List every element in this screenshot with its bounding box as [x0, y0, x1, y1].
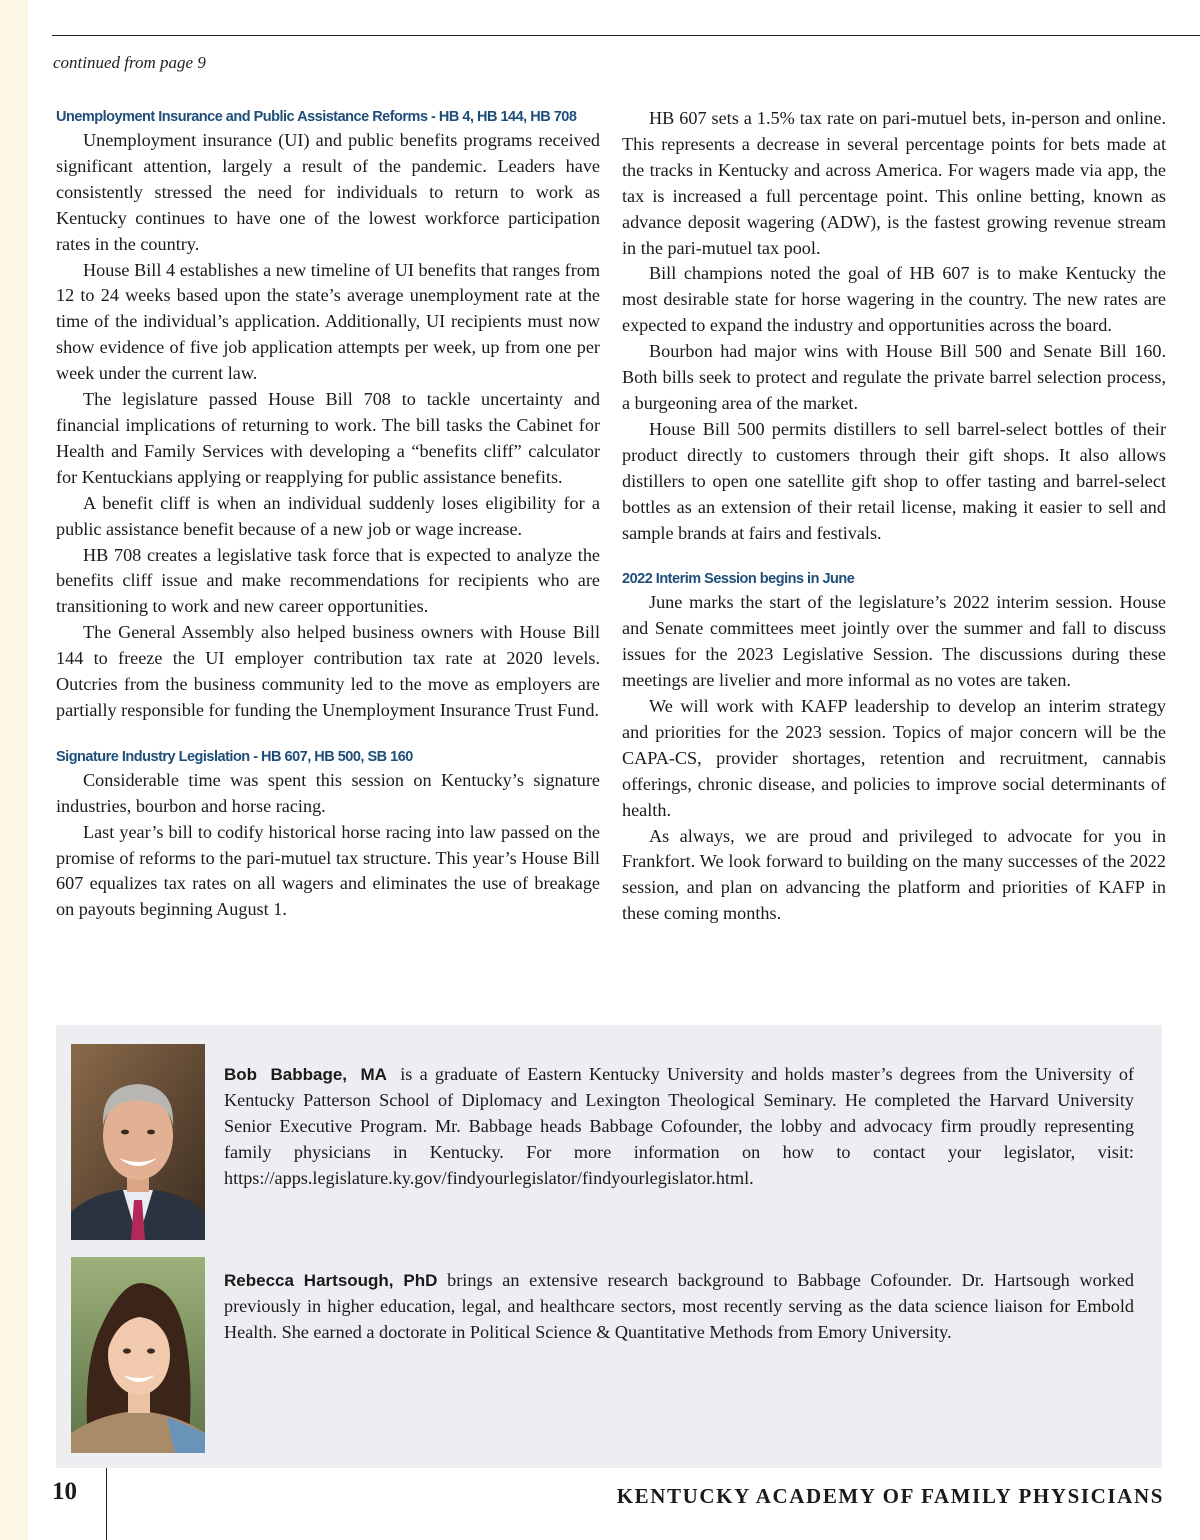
section-heading-signature-industry: Signature Industry Legislation - HB 607, HB 500, SB 160: [56, 748, 413, 765]
paragraph: We will work with KAFP leadership to develop an interim strategy and priorities for the 2023 session. Topics of major concern will be the CAPA-CS, provider shortages, retention and recruitment, cannabis offerings, chronic disease, and policies to improve social determinants of health.: [622, 696, 1166, 820]
paragraph: HB 708 creates a legislative task force that is expected to analyze the benefits cliff issue and make recommendations for recipients who are transitioning to work and new career opportunities.: [56, 544, 600, 617]
page-number: 10: [52, 1478, 77, 1505]
section-heading-unemployment: Unemployment Insurance and Public Assistance Reforms - HB 4, HB 144, HB 708: [56, 109, 577, 125]
section-heading-interim-session: 2022 Interim Session begins in June: [622, 571, 855, 588]
paragraph: Unemployment insurance (UI) and public benefits programs received significant attention, largely a result of the pandemic. Leaders have consistently stressed the need for individuals to return to work as Kentucky continues to have one of the lowest workforce participation rates in the country.: [56, 130, 600, 254]
bio-name: Bob Babbage, MA: [224, 1065, 387, 1084]
paragraph: Last year’s bill to codify historical horse racing into law passed on the promise of reforms to the pari-mutuel tax structure. This year’s House Bill 607 equalizes tax rates on all wagers and eliminates the use of breakage on payouts beginning August 1.: [56, 821, 600, 920]
paragraph: Considerable time was spent this session on Kentucky’s signature industries, bourbon and horse racing.: [56, 769, 600, 816]
paragraph: As always, we are proud and privileged to advocate for you in Frankfort. We look forward to building on the many successes of the 2022 session, and plan on advancing the platform and priorities of KAFP in these coming months.: [622, 825, 1166, 924]
bio-rebecca-hartsough: [224, 1268, 1134, 1346]
paragraph: Bourbon had major wins with House Bill 500 and Senate Bill 160. Both bills seek to protect and regulate the private barrel selection process, a burgeoning area of the market.: [622, 341, 1166, 413]
legislator-lookup-link[interactable]: https://apps.legislature.ky.gov/findyourlegislator/findyourlegislator.html.: [224, 1167, 754, 1188]
paragraph: June marks the start of the legislature’s 2022 interim session. House and Senate committees meet jointly over the summer and fall to discuss issues for the 2023 Legislative Session. The discussions during these meetings are livelier and more informal as no votes are taken.: [622, 592, 1166, 691]
publication-title: KENTUCKY ACADEMY OF FAMILY PHYSICIANS: [616, 1484, 1164, 1508]
footer-divider: [106, 1468, 107, 1540]
author-photo-rebecca-hartsough: [71, 1257, 205, 1453]
bio-text: brings an extensive research background to Babbage Cofounder. Dr. Hartsough worked previously in higher education, legal, and healthcare sectors, most recently serving as the data science liaison for Embold Health. She earned a doctorate in Political Science & Quantitative Methods from Emory University.: [224, 1270, 1135, 1342]
bio-name: Rebecca Hartsough, PhD: [224, 1271, 438, 1290]
bio-text: is a graduate of Eastern Kentucky University and holds master’s degrees from the University of Kentucky Patterson School of Diplomacy and Lexington Theological Seminary. He completed the Harvard University Senior Executive Program. Mr. Babbage heads Babbage Cofounder, the lobby and advocacy firm proudly representing family physicians in Kentucky. For more information on how to contact your legislator, visit:: [224, 1064, 1134, 1162]
left-column: [56, 106, 600, 923]
paragraph: Bill champions noted the goal of HB 607 is to make Kentucky the most desirable state for horse wagering in the country. The new rates are expected to expand the industry and opportunities across the board.: [622, 263, 1166, 336]
right-column: [622, 106, 1166, 927]
paragraph: HB 607 sets a 1.5% tax rate on pari-mutuel bets, in-person and online. This represents a decrease in several percentage points for bets made at the tracks in Kentucky and across America. For wagers made via app, the tax is increased a full percentage point. This online betting, known as advance deposit wagering (ADW), is the fastest growing revenue stream in the pari-mutuel tax pool.: [622, 108, 1166, 258]
paragraph: The General Assembly also helped business owners with House Bill 144 to freeze the UI employer contribution tax rate at 2020 levels. Outcries from the business community led to the move as employers are partially responsible for funding the Unemployment Insurance Trust Fund.: [56, 622, 600, 720]
paragraph: A benefit cliff is when an individual suddenly loses eligibility for a public assistance benefit because of a new job or wage increase.: [56, 492, 600, 539]
paragraph: House Bill 4 establishes a new timeline of UI benefits that ranges from 12 to 24 weeks based upon the state’s average unemployment rate at the time of the individual’s application. Additionally, UI recipients must now show evidence of five job application attempts per week, up from one per week under the current law.: [56, 259, 600, 384]
paragraph: House Bill 500 permits distillers to sell barrel-select bottles of their product directly to customers through their gift shops. It also allows distillers to open one satellite gift shop to offer tasting and barrel-select bottles as an extension of their retail license, making it easier to sell and sample brands at fairs and festivals.: [622, 418, 1166, 543]
page-edge-stripe: [0, 0, 28, 1540]
paragraph: The legislature passed House Bill 708 to tackle uncertainty and financial implications of returning to work. The bill tasks the Cabinet for Health and Family Services with developing a “benefits cliff” calculator for Kentuckians applying or reapplying for public assistance benefits.: [56, 389, 600, 487]
top-rule: [52, 35, 1200, 36]
author-photo-bob-babbage: [71, 1044, 205, 1240]
bio-bob-babbage: [224, 1062, 1134, 1192]
continued-note: continued from page 9: [53, 53, 206, 72]
